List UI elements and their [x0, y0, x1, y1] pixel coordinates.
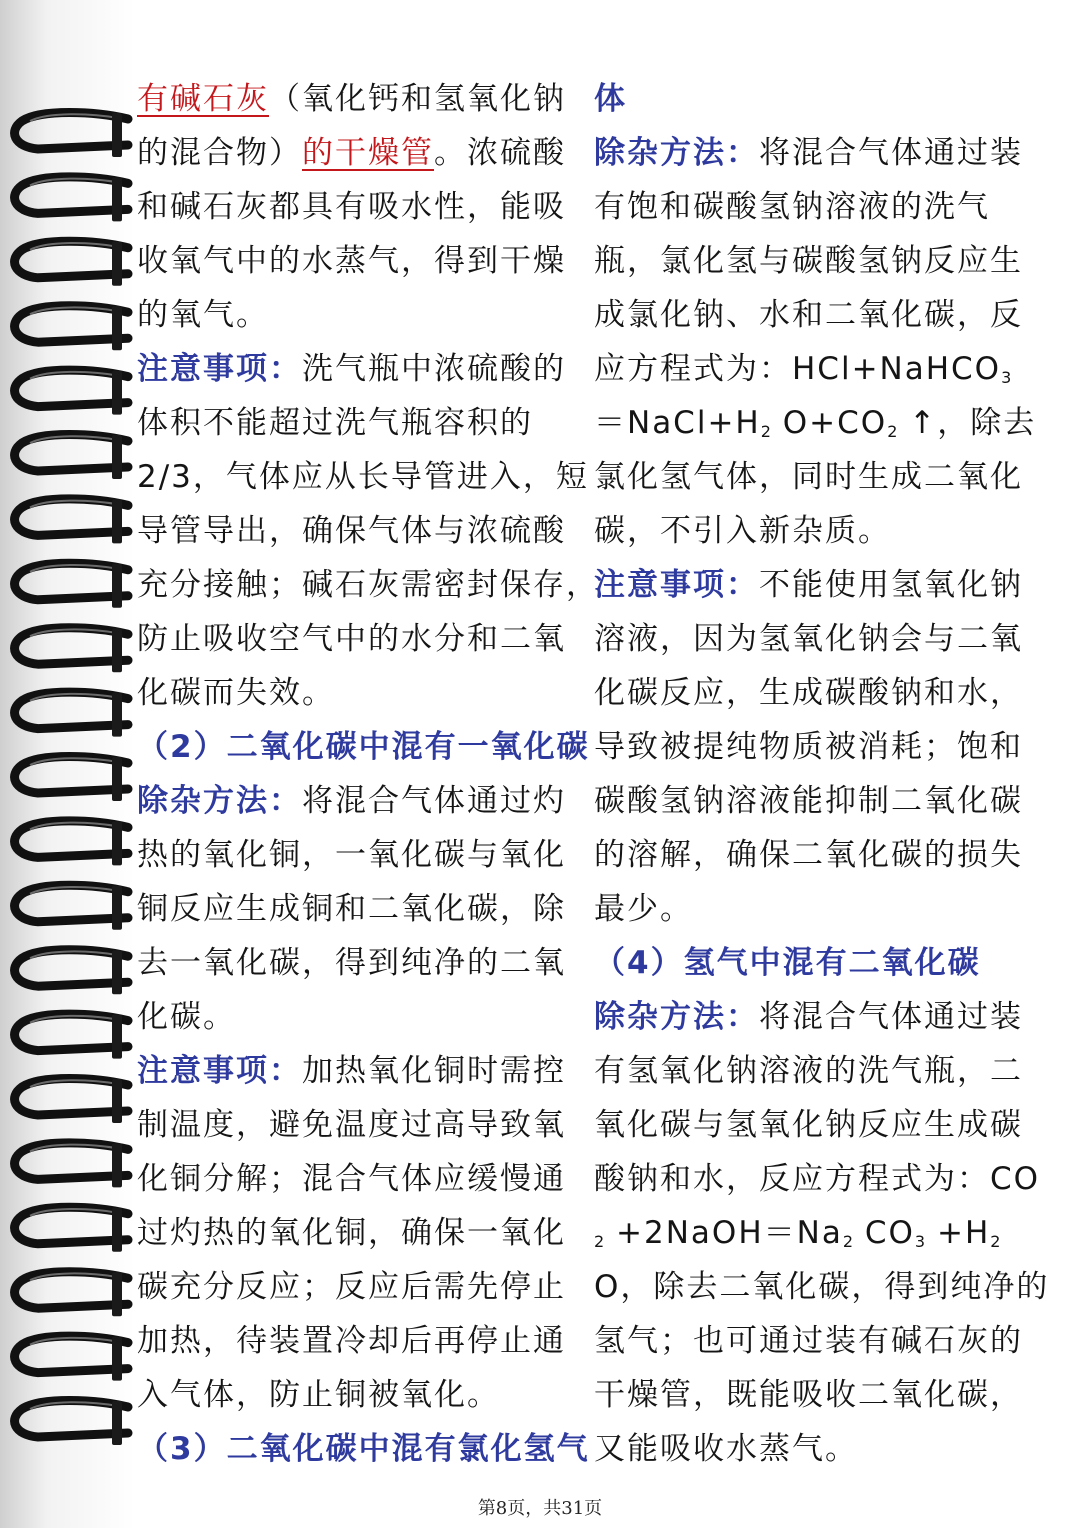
- text-line: 氧化碳与氢氧化钠反应生成碳: [594, 1107, 1023, 1143]
- equation-line: [594, 1206, 1034, 1260]
- text-line: 导管导出，确保气体与浓硫酸: [137, 513, 566, 549]
- section-heading: （3）二氧化碳中混有氯化氢气: [137, 1431, 590, 1467]
- text-line: [594, 126, 1034, 180]
- text-fragment: 应方程式为：HCl+NaHCO: [594, 351, 1002, 387]
- text-fragment: 将混合气体通过装: [759, 135, 1023, 171]
- text-line: 收氧气中的水蒸气，得到干燥: [137, 243, 566, 279]
- subscript: 3: [1001, 368, 1012, 387]
- text-line: 防止吸收空气中的水分和二氧: [137, 621, 566, 657]
- text-line: 碳，不引入新杂质。: [594, 513, 891, 549]
- text-line: 热的氧化铜，一氧化碳与氧化: [137, 837, 566, 873]
- left-column: [137, 72, 599, 1476]
- subscript: 2: [594, 1232, 605, 1251]
- text-fragment: O+CO: [770, 405, 888, 441]
- text-line: 氢气；也可通过装有碱石灰的: [594, 1323, 1023, 1359]
- text-line: 制温度，避免温度过高导致氧: [137, 1107, 566, 1143]
- subscript: 2: [842, 1232, 854, 1251]
- text-line: [594, 990, 1034, 1044]
- method-label: 除杂方法：: [137, 783, 302, 819]
- right-column: [594, 72, 1050, 1476]
- text-line: 有饱和碳酸氢钠溶液的洗气: [594, 189, 990, 225]
- text-fragment: 。浓硫酸: [434, 135, 566, 171]
- text-fragment: 将混合气体通过装: [759, 999, 1023, 1035]
- text-line: 化铜分解；混合气体应缓慢通: [137, 1161, 566, 1197]
- text-fragment: 将混合气体通过灼: [302, 783, 566, 819]
- text-line: 酸钠和水，反应方程式为：CO: [594, 1161, 1041, 1197]
- text-line: 化碳。: [137, 999, 236, 1035]
- method-label: 除杂方法：: [594, 135, 759, 171]
- text-line: 过灼热的氧化铜，确保一氧化: [137, 1215, 566, 1251]
- text-line: [137, 1044, 577, 1098]
- equation-line: [594, 342, 1034, 396]
- text-line: [137, 72, 577, 126]
- highlight-red: 的干燥管: [302, 135, 434, 171]
- text-line: 碳充分反应；反应后需先停止: [137, 1269, 566, 1305]
- section-heading-continued: 体: [594, 81, 627, 117]
- text-line: 溶液，因为氢氧化钠会与二氧: [594, 621, 1023, 657]
- text-line: 碳酸氢钠溶液能抑制二氧化碳: [594, 783, 1023, 819]
- text-line: 加热，待装置冷却后再停止通: [137, 1323, 566, 1359]
- text-line: 充分接触；碱石灰需密封保存，: [137, 567, 599, 603]
- text-fragment: 加热氧化铜时需控: [302, 1053, 566, 1089]
- section-heading: （4）氢气中混有二氧化碳: [594, 945, 981, 981]
- text-line: 体积不能超过洗气瓶容积的: [137, 405, 533, 441]
- text-fragment: ↑，除去: [897, 405, 1037, 441]
- subscript: 2: [887, 422, 898, 441]
- text-fragment: ＝NaCl+H: [594, 405, 761, 441]
- section-heading: （2）二氧化碳中混有一氧化碳: [137, 729, 590, 765]
- notes-label: 注意事项：: [137, 351, 302, 387]
- spiral-binding: [0, 0, 135, 1528]
- text-line: [594, 558, 1034, 612]
- text-line: 入气体，防止铜被氧化。: [137, 1377, 500, 1413]
- text-line: 的溶解，确保二氧化碳的损失: [594, 837, 1023, 873]
- text-line: 2/3，气体应从长导管进入，短: [137, 459, 589, 495]
- text-line: 瓶，氯化氢与碳酸氢钠反应生: [594, 243, 1023, 279]
- text-line: 的氧气。: [137, 297, 269, 333]
- text-line: 氯化氢气体，同时生成二氧化: [594, 459, 1023, 495]
- text-fragment: +2NaOH＝Na: [604, 1215, 843, 1251]
- text-line: [137, 342, 577, 396]
- text-fragment: 不能使用氢氧化钠: [759, 567, 1023, 603]
- text-line: 化碳而失效。: [137, 675, 335, 711]
- text-fragment: （氧化钙和氢氧化钠: [269, 81, 566, 117]
- text-line: 和碱石灰都具有吸水性，能吸: [137, 189, 566, 225]
- text-fragment: 洗气瓶中浓硫酸的: [302, 351, 566, 387]
- text-line: 最少。: [594, 891, 693, 927]
- page-footer: 第8页，共31页: [477, 1498, 603, 1519]
- text-line: 导致被提纯物质被消耗；饱和: [594, 729, 1023, 765]
- text-line: 有氢氧化钠溶液的洗气瓶，二: [594, 1053, 1023, 1089]
- text-line: 去一氧化碳，得到纯净的二氧: [137, 945, 566, 981]
- notes-label: 注意事项：: [594, 567, 759, 603]
- text-fragment: +H: [925, 1215, 991, 1251]
- text-line: 干燥管，既能吸收二氧化碳，: [594, 1377, 1023, 1413]
- text-line: O，除去二氧化碳，得到纯净的: [594, 1269, 1050, 1305]
- text-line: [137, 126, 577, 180]
- subscript: 2: [990, 1232, 1001, 1251]
- highlight-red: 有碱石灰: [137, 81, 269, 117]
- text-line: 化碳反应，生成碳酸钠和水，: [594, 675, 1023, 711]
- subscript: 2: [760, 422, 771, 441]
- equation-line: [594, 396, 1037, 450]
- method-label: 除杂方法：: [594, 999, 759, 1035]
- text-line: [137, 774, 577, 828]
- text-line: 成氯化钠、水和二氧化碳，反: [594, 297, 1023, 333]
- text-line: 铜反应生成铜和二氧化碳，除: [137, 891, 566, 927]
- text-line: 又能吸收水蒸气。: [594, 1431, 858, 1467]
- text-fragment: CO: [853, 1215, 915, 1251]
- subscript: 3: [914, 1232, 926, 1251]
- text-fragment: 的混合物）: [137, 135, 302, 171]
- notes-label: 注意事项：: [137, 1053, 302, 1089]
